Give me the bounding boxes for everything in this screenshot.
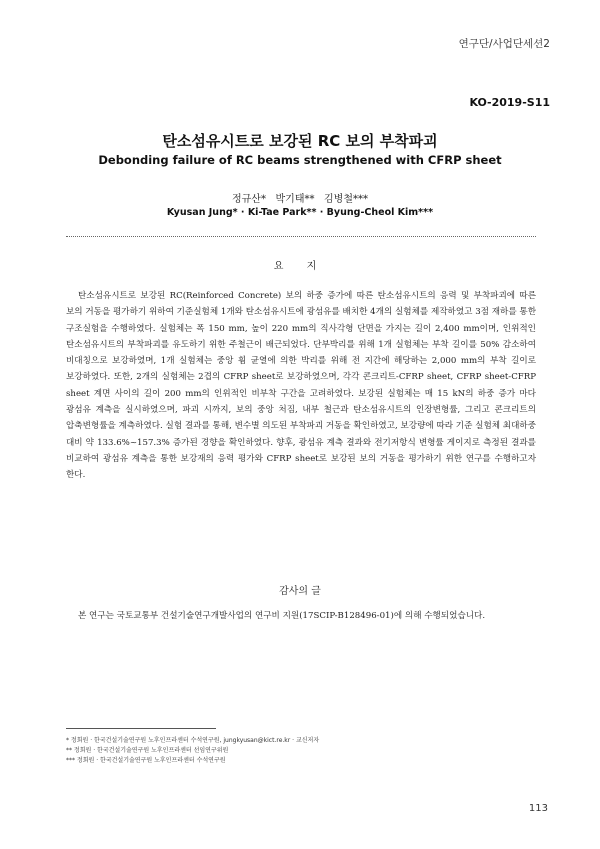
abstract-body: 탄소섬유시트로 보강된 RC(Reinforced Concrete) 보의 하중 증가에 따른 탄소섬유시트의 응력 및 부착파괴에 따른 보의 거동을 평가하기 위하여 기준실험체 1개와 탄소섬유시트에 광섬유를 배치한 4개의 실험체를 제작하였고 3점 재하를 통한 구조실험을 수행하였다. 실험체는 폭 150 mm, 높이 220 mm의 직사각형 단면을 가지는 길이 2,400 mm이며, 인위적인 탄소섬유시트의 부착파괴를 유도하기 위한 주철근이 배근되었다. 단부박리를 위해 1개 실험체는 부착 길이를 50% 감소하여 비대칭으로 보강하였며, 1개 실험체는 중앙 휨 균열에 의한 박리를 위해 전 지간에 해당하는 2,000 mm의 부착 길이로 보강하였다. 또한, 2개의 실험체는 2겹의 CFRP sheet로 보강하였으며, 각각 콘크리트-CFRP sheet, CFRP sheet-CFRP sheet 계면 사이의 길이 200 mm의 인위적인 비부착 구간을 고려하였다. 보강된 실험체는 매 15 kN의 하중 증가 마다 광섬유 계측을 실시하였으며, 파괴 시까지, 보의 중앙 처짐, 내부 철근과 탄소섬유시트의 인장변형률, 그리고 콘크리트의 압축변형률을 계측하였다. 실험 결과를 통해, 변수별 의도된 부착파괴 거동을 확인하였고, 보강량에 따라 기준 실험체 최대하중 대비 약 133.6%~157.3% 증가된 경향을 확인하였다. 향후, 광섬유 계측 결과와 전기저항식 변형률 게이지로 측정된 결과를 비교하여 광섬유 계측을 통한 보강재의 응력 평가와 CFRP sheet로 보강된 보의 거동을 평가하기 위한 연구를 수행하고자 한다. xyxy=(66,291,536,481)
authors-korean: 정규산* 박기태** 김병철*** xyxy=(231,194,368,205)
footnote-3: *** 정회원 · 한국건설기술연구원 노후인프라센터 수석연구원 xyxy=(66,757,226,764)
authors-english: Kyusan Jung* · Ki-Tae Park** · Byung-Cheol Kim*** xyxy=(166,207,434,218)
footnotes xyxy=(66,736,536,766)
footnote-2: ** 정회원 · 한국건설기술연구원 노후인프라센터 선임연구위원 xyxy=(66,747,229,754)
paper-code: KO-2019-S11 xyxy=(469,96,550,109)
page-number: 113 xyxy=(528,803,548,814)
dotted-divider xyxy=(66,236,536,237)
acknowledgement-body: 본 연구는 국토교통부 건설기술연구개발사업의 연구비 지원(17SCIP-B128496-01)에 의해 수행되었습니다. xyxy=(78,611,486,621)
abstract-heading: 요 지 xyxy=(273,261,327,272)
series-label: 연구단/사업단세션2 xyxy=(458,38,550,50)
footnote-1: * 정회원 · 한국건설기술연구원 노후인프라센터 수석연구원, jungkyusan@kict.re.kr · 교신저자 xyxy=(66,737,320,744)
footnote-divider xyxy=(66,728,216,729)
title-english: Debonding failure of RC beams strengthened with CFRP sheet xyxy=(98,153,502,167)
title-korean: 탄소섬유시트로 보강된 RC 보의 부착파괴 xyxy=(162,132,438,150)
acknowledgement-heading: 감사의 글 xyxy=(279,586,321,597)
